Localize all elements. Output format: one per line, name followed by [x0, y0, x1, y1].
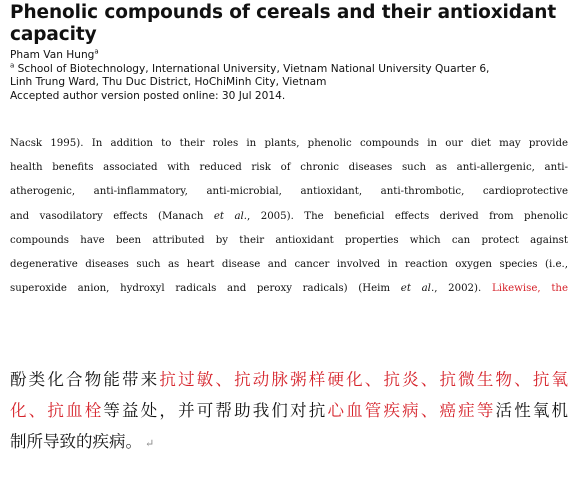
- body-line-7-etal: et al.: [400, 283, 435, 295]
- body-line-4-c: , 2005). The beneficial effects derived from phenolic: [247, 210, 568, 222]
- translation-1-highlight: 抗过敏、抗动脉粥样硬化、抗炎、抗微生物、抗氧: [159, 370, 569, 389]
- affiliation-text-1: School of Biotechnology, International University, Vietnam National University Quarter 6,: [14, 62, 490, 75]
- body-line-2: health benefits associated with reduced risk of chronic diseases such as anti-allergenic, anti-: [10, 162, 568, 174]
- translation-3-a: 制所导致的疾病。: [10, 432, 142, 451]
- body-line-7: [10, 277, 568, 301]
- body-line-1: Nacsk 1995). In addition to their roles in plants, phenolic compounds in our diet may provide: [10, 138, 568, 149]
- body-line-4-etal: et al.: [213, 210, 248, 222]
- body-line-4: [10, 205, 568, 229]
- body-line-3: atherogenic, anti-inflammatory, anti-microbial, antioxidant, anti-thrombotic, cardioprotective: [10, 186, 568, 198]
- affiliation-line-1: [10, 63, 566, 77]
- english-paragraph: [10, 132, 568, 301]
- body-line-4-a: and vasodilatory effects (Manach: [10, 210, 214, 222]
- translation-line-1: [10, 364, 568, 395]
- title-line-1: Phenolic compounds of cereals and their antioxidant: [10, 2, 557, 23]
- translation-2-highlight-c: 心血管疾病、癌症等: [327, 401, 496, 420]
- body-line-7-a: superoxide anion, hydroxyl radicals and peroxy radicals) (Heim: [10, 283, 401, 295]
- paper-meta: [10, 49, 566, 103]
- author-affil-marker: a: [94, 47, 99, 56]
- body-line-7-highlight: Likewise, the: [491, 283, 569, 295]
- affiliation-line-2: Linh Trung Ward, Thu Duc District, HoChiMinh City, Vietnam: [10, 76, 327, 89]
- paragraph-mark-icon: ↵: [145, 437, 155, 450]
- author-line: [10, 49, 566, 63]
- affil-marker: a: [10, 61, 15, 70]
- title-line-2: capacity: [10, 24, 97, 45]
- author-name: Pham Van Hung: [10, 49, 95, 61]
- translation-2-b: 等益处，并可帮助我们对抗: [103, 401, 328, 420]
- translation-2-d: 活性氧机: [495, 401, 569, 420]
- body-line-5: compounds have been attributed by their antioxidant properties which can protect against: [10, 234, 568, 246]
- body-line-7-c: , 2002).: [434, 283, 492, 295]
- translation-2-highlight-a: 化、抗血栓: [10, 401, 104, 420]
- translation-line-3: [10, 426, 568, 459]
- chinese-translation: [10, 364, 568, 459]
- translation-1-a: 酚类化合物能带来: [10, 370, 160, 389]
- paper-title: [10, 2, 566, 46]
- body-line-6: degenerative diseases such as heart disease and cancer involved in reaction oxygen species (i.e.,: [10, 259, 568, 271]
- translation-line-2: [10, 395, 568, 426]
- paper-header: [10, 2, 566, 103]
- accepted-date: Accepted author version posted online: 30 Jul 2014.: [10, 89, 286, 102]
